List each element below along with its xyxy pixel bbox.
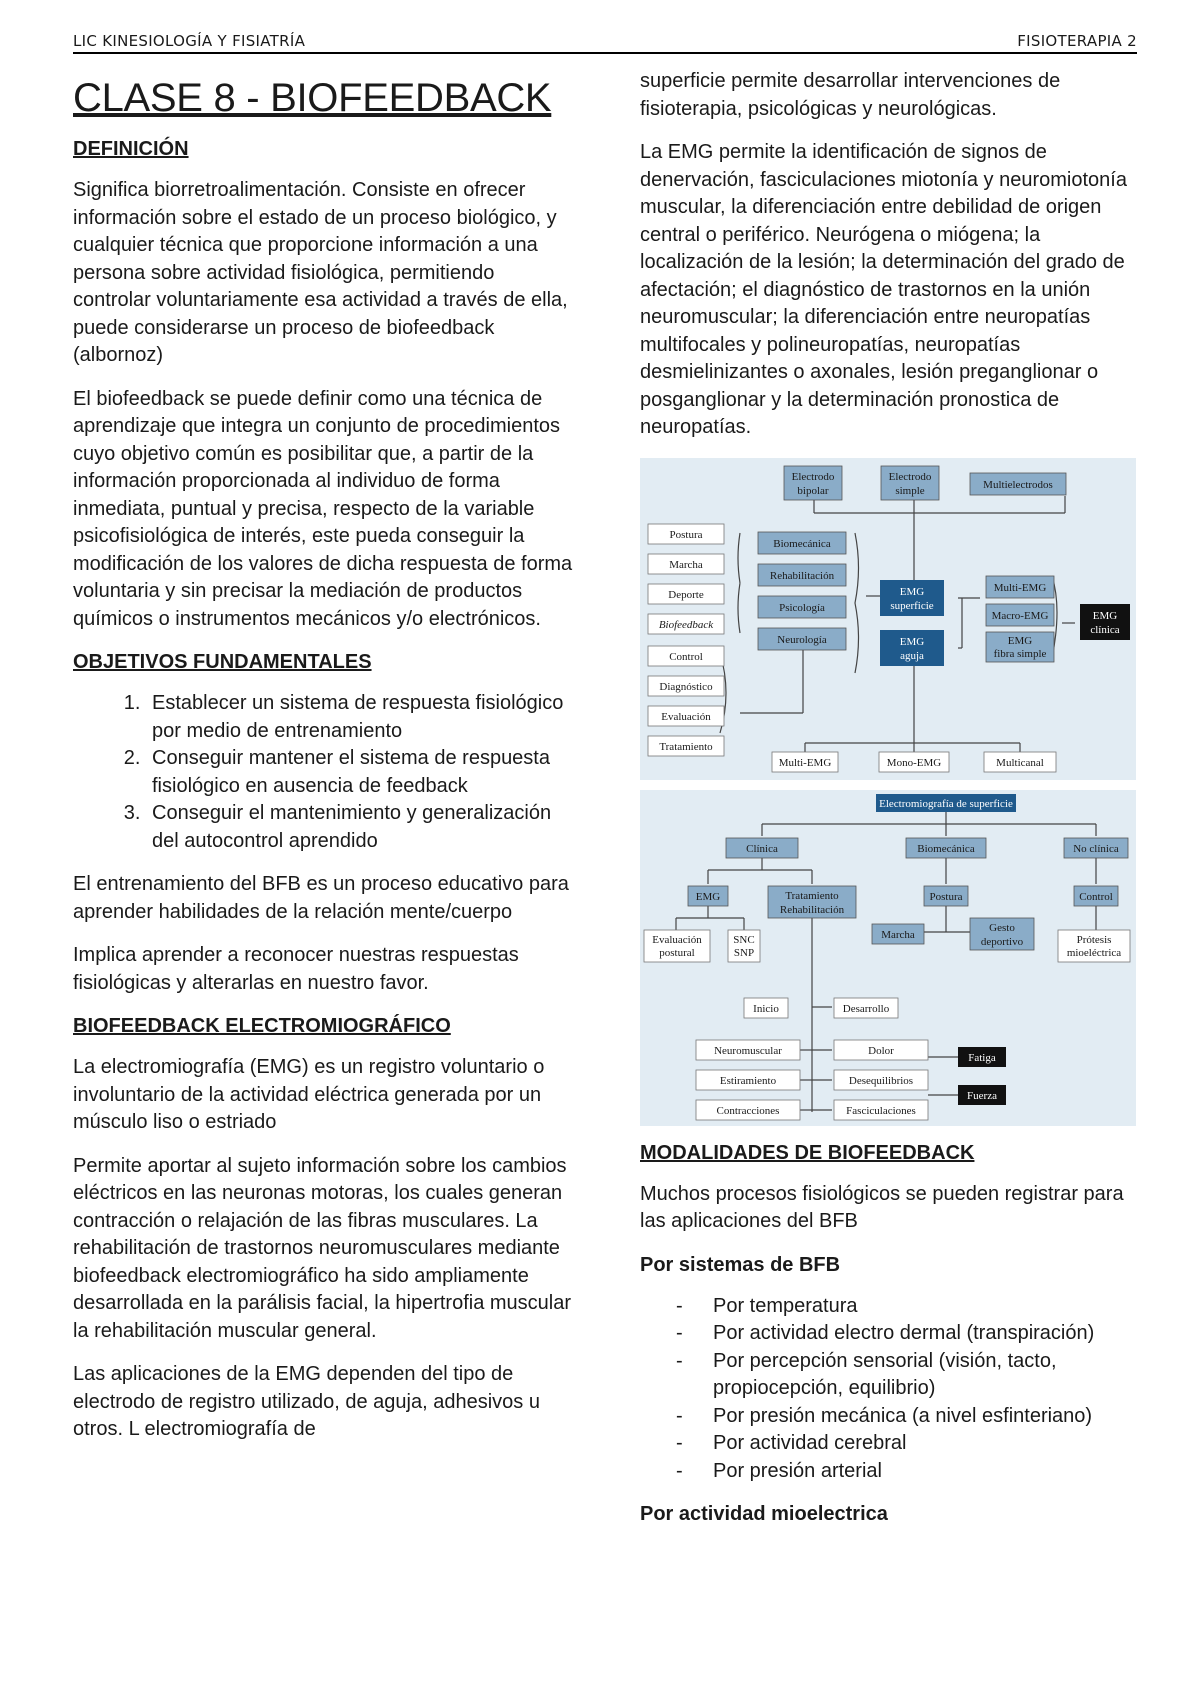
node-tratamiento-2b: Rehabilitación bbox=[779, 903, 845, 916]
node-fasciculaciones: Fasciculaciones bbox=[846, 1104, 916, 1117]
node-emg-clinica-2: clínica bbox=[1090, 623, 1120, 636]
node-macro-emg: Macro-EMG bbox=[991, 609, 1049, 622]
node-no-clinica: No clínica bbox=[1073, 842, 1119, 855]
node-fuerza: Fuerza bbox=[967, 1089, 997, 1102]
node-desarrollo: Desarrollo bbox=[842, 1002, 890, 1015]
right-column bbox=[640, 68, 1140, 1542]
node-bottom-multi-emg: Multi-EMG bbox=[778, 756, 832, 769]
heading-definicion: DEFINICIÓN bbox=[73, 138, 189, 160]
node-emg-superficie: EMG bbox=[899, 585, 925, 598]
node-neuromuscular: Neuromuscular bbox=[714, 1044, 782, 1057]
heading-modalidades: MODALIDADES DE BIOFEEDBACK bbox=[640, 1141, 975, 1164]
node-emg-aguja: EMG bbox=[899, 635, 925, 648]
header-right: FISIOTERAPIA 2 bbox=[1017, 32, 1137, 50]
node-fatiga: Fatiga bbox=[968, 1051, 996, 1064]
node-electrodo-bipolar: Electrodo bbox=[791, 470, 835, 483]
paragraph: La electromiografía (EMG) es un registro voluntario o involuntario de la actividad eléctrica generada por un músculo liso o estriado bbox=[73, 1056, 545, 1133]
objetivos-list bbox=[73, 690, 573, 855]
node-emg-superficie-2: superficie bbox=[890, 599, 934, 612]
diagram-title: Electromiografía de superficie bbox=[879, 797, 1013, 810]
list-item: 3. Conseguir el mantenimiento y generalización del autocontrol aprendido bbox=[146, 800, 573, 855]
list-item: 2. Conseguir mantener el sistema de respuesta fisiológico en ausencia de feedback bbox=[146, 745, 573, 800]
node-emg: EMG bbox=[695, 890, 721, 903]
node-rehabilitacion: Rehabilitación bbox=[769, 569, 835, 582]
node-evaluacion: Evaluación bbox=[661, 710, 711, 723]
list-item: - Por temperatura bbox=[713, 1293, 1140, 1321]
node-estiramiento: Estiramiento bbox=[719, 1074, 777, 1087]
node-psicologia: Psicología bbox=[779, 601, 825, 614]
node-emg-clinica: EMG bbox=[1092, 609, 1118, 622]
node-mono-emg: Mono-EMG bbox=[886, 756, 942, 769]
page-title: CLASE 8 - BIOFEEDBACK bbox=[73, 76, 552, 120]
emg-applications-diagram bbox=[640, 458, 1136, 780]
node-emg-aguja-2: aguja bbox=[900, 649, 924, 662]
modalidades-list bbox=[640, 1293, 1140, 1486]
node-postura: Postura bbox=[669, 528, 703, 541]
node-emg-fibra: EMG bbox=[1007, 634, 1033, 647]
node-multi-emg: Multi-EMG bbox=[993, 581, 1047, 594]
node-neurologia: Neurología bbox=[777, 633, 827, 646]
paragraph: La EMG permite la identificación de signos de denervación, fasciculaciones miotonía y neuromiotonía muscular, la diferenciación entre debilidad de origen central o periférico. Neurógena o miógena; la localización de la lesión; la determinación del grado de afectación; el diagnóstico de trastornos en la unión neuromuscular; la diferenciación entre neuropatías multifocales y polineuropatías, neuropatías desmielinizantes o axonales, lesión preganglionar o posganglionar y la determinación pronostica de neuropatías. bbox=[640, 141, 1127, 438]
paragraph: El biofeedback se puede definir como una técnica de aprendizaje que integra un conjunto de procedimientos cuyo objetivo común es posibilitar que, a partir de la información proporcionada al individuo de forma inmediata, puntual y precisa, respecto de la variable psicofisiológica de interés, este pueda conseguir la modificación de los valores de dicha respuesta de forma voluntaria y sin precisar la mediación de productos químicos o instrumentos mecánicos y/o electrónicos. bbox=[73, 387, 573, 630]
node-inicio: Inicio bbox=[753, 1002, 779, 1015]
node-biofeedback: Biofeedback bbox=[658, 618, 714, 631]
node-diagnostico: Diagnóstico bbox=[659, 680, 713, 693]
node-multicanal: Multicanal bbox=[996, 756, 1044, 769]
paragraph: Muchos procesos fisiológicos se pueden registrar para las aplicaciones del BFB bbox=[640, 1182, 1124, 1232]
node-clinica: Clínica bbox=[746, 842, 778, 855]
node-evaluacion-postural-2: postural bbox=[659, 946, 695, 959]
paragraph: Significa biorretroalimentación. Consiste en ofrecer información sobre el estado de un proceso biológico, y cualquier técnica que proporcione información a una persona sobre actividad fisiológica, permitiendo controlar voluntariamente esa actividad a través de ella, puede considerarse un proceso de biofeedback (albornoz) bbox=[73, 179, 568, 366]
node-evaluacion-postural: Evaluación bbox=[652, 933, 702, 946]
node-marcha-2: Marcha bbox=[881, 928, 915, 941]
surface-emg-diagram bbox=[640, 790, 1136, 1126]
node-biomecanica-2: Biomecánica bbox=[917, 842, 975, 855]
node-marcha: Marcha bbox=[669, 558, 703, 571]
list-item: - Por presión mecánica (a nivel esfinteriano) bbox=[713, 1403, 1140, 1431]
node-control: Control bbox=[669, 650, 703, 663]
subheading-mioelectrica: Por actividad mioelectrica bbox=[640, 1503, 888, 1525]
node-gesto-2: deportivo bbox=[980, 935, 1024, 948]
list-item: 1. Establecer un sistema de respuesta fisiológico por medio de entrenamiento bbox=[146, 690, 573, 745]
node-biomecanica: Biomecánica bbox=[773, 537, 831, 550]
node-postura-2: Postura bbox=[929, 890, 963, 903]
node-snc-2: SNP bbox=[733, 946, 755, 959]
node-control-2: Control bbox=[1079, 890, 1113, 903]
node-contracciones: Contracciones bbox=[716, 1104, 780, 1117]
node-snc: SNC bbox=[733, 933, 755, 946]
node-tratamiento-2: Tratamiento bbox=[785, 889, 839, 902]
node-electrodo-simple-2: simple bbox=[895, 484, 925, 497]
heading-emg: BIOFEEDBACK ELECTROMIOGRÁFICO bbox=[73, 1015, 451, 1037]
node-protesis: Prótesis bbox=[1076, 933, 1112, 946]
list-item: - Por actividad cerebral bbox=[713, 1430, 1140, 1458]
node-deporte: Deporte bbox=[668, 588, 704, 601]
left-column bbox=[73, 68, 573, 1460]
paragraph: superficie permite desarrollar intervenciones de fisioterapia, psicológicas y neurológicas. bbox=[640, 70, 1061, 120]
node-multielectrodos: Multielectrodos bbox=[983, 478, 1053, 491]
list-item: - Por actividad electro dermal (transpiración) bbox=[713, 1320, 1140, 1348]
paragraph: Permite aportar al sujeto información sobre los cambios eléctricos en las neuronas motoras, los cuales generan contracción o relajación de las fibras musculares. La rehabilitación de trastornos neuromusculares mediante biofeedback electromiográfico ha sido ampliamente desarrollada en la parálisis facial, la hipertrofia muscular la rehabilitación muscular general. bbox=[73, 1154, 572, 1342]
node-gesto: Gesto bbox=[989, 921, 1015, 934]
heading-objetivos: OBJETIVOS FUNDAMENTALES bbox=[73, 651, 372, 673]
node-dolor: Dolor bbox=[868, 1044, 894, 1057]
node-electrodo-simple: Electrodo bbox=[888, 470, 932, 483]
list-item: - Por presión arterial bbox=[713, 1458, 1140, 1486]
node-desequilibrios: Desequilibrios bbox=[848, 1074, 914, 1087]
list-item: - Por percepción sensorial (visión, tacto, propiocepción, equilibrio) bbox=[713, 1348, 1140, 1403]
node-emg-fibra-2: fibra simple bbox=[993, 647, 1047, 660]
node-electrodo-bipolar-2: bipolar bbox=[797, 484, 829, 497]
node-tratamiento: Tratamiento bbox=[659, 740, 713, 753]
subheading-sistemas: Por sistemas de BFB bbox=[640, 1253, 841, 1276]
paragraph: Implica aprender a reconocer nuestras respuestas fisiológicas y alterarlas en nuestro favor. bbox=[73, 944, 519, 994]
paragraph: El entrenamiento del BFB es un proceso educativo para aprender habilidades de la relación mente/cuerpo bbox=[73, 873, 569, 923]
header-left: LIC KINESIOLOGÍA Y FISIATRÍA bbox=[73, 32, 306, 50]
paragraph: Las aplicaciones de la EMG dependen del tipo de electrodo de registro utilizado, de aguja, adhesivos u otros. L electromiografía de bbox=[73, 1363, 540, 1440]
page-header bbox=[73, 30, 1137, 54]
node-protesis-2: mioeléctrica bbox=[1066, 946, 1122, 959]
